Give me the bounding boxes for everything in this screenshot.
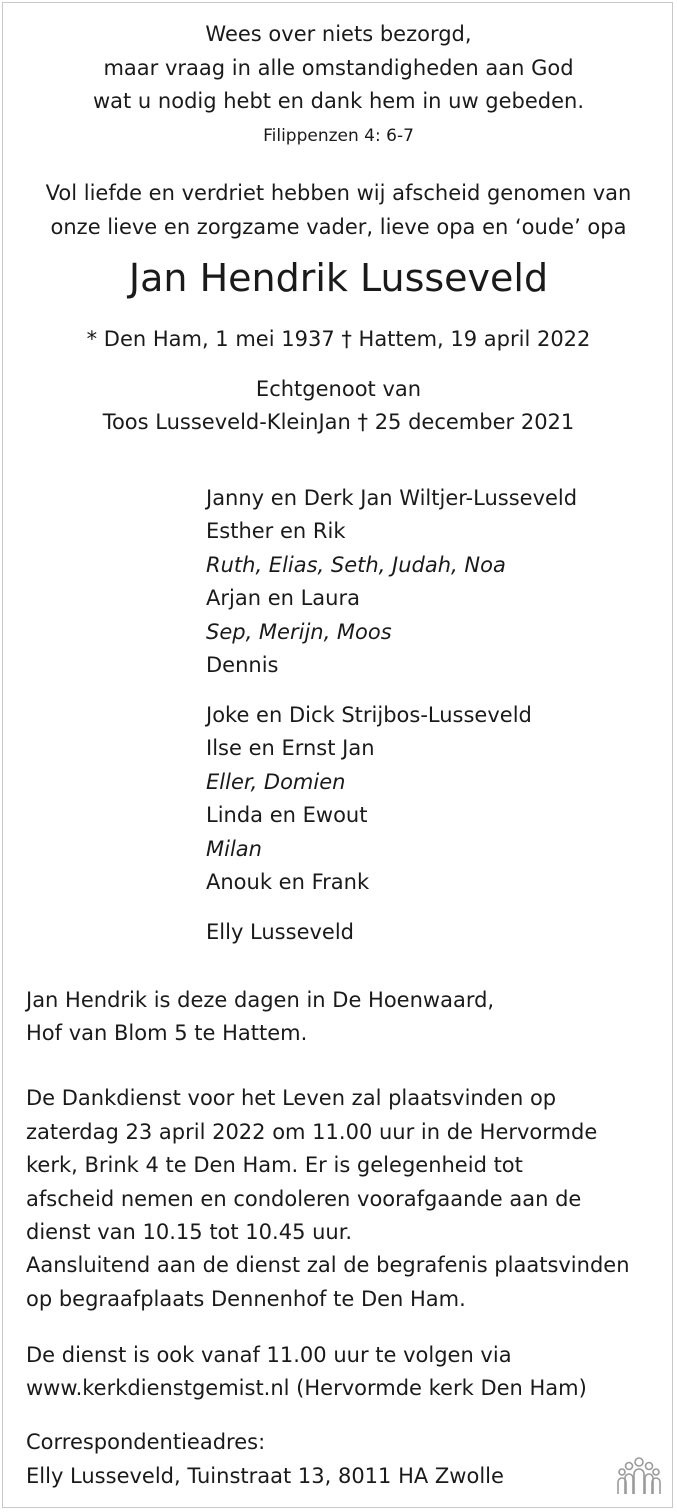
location-line-1: Jan Hendrik is deze dagen in De Hoenwaard, <box>26 988 495 1012</box>
birth-death-dates: * Den Ham, 1 mei 1937 † Hattem, 19 april 2022 <box>86 327 591 351</box>
family-line: Janny en Derk Jan Wiltjer-Lusseveld <box>206 486 578 510</box>
service-line: zaterdag 23 april 2022 om 11.00 uur in de Hervormde <box>26 1120 598 1144</box>
family-line: Dennis <box>206 653 279 677</box>
service-line: afscheid nemen en condoleren voorafgaande aan de <box>26 1187 582 1211</box>
family-line: Linda en Ewout <box>206 803 368 827</box>
family-line: Joke en Dick Strijbos-Lusseveld <box>206 703 532 727</box>
verse-line-1: Wees over niets bezorgd, <box>205 22 472 46</box>
correspondence-address: Elly Lusseveld, Tuinstraat 13, 8011 HA Zwolle <box>26 1464 504 1488</box>
verse-reference: Filippenzen 4: 6-7 <box>263 126 414 146</box>
location-line-2: Hof van Blom 5 te Hattem. <box>26 1021 308 1045</box>
family-line-grandchildren: Eller, Domien <box>206 770 346 794</box>
service-line: Aansluitend aan de dienst zal de begrafenis plaatsvinden <box>26 1253 630 1277</box>
family-line-grandchildren: Sep, Merijn, Moos <box>206 620 392 644</box>
family-line-grandchildren: Ruth, Elias, Seth, Judah, Noa <box>206 553 506 577</box>
people-group-icon <box>616 1456 662 1500</box>
family-line: Esther en Rik <box>206 519 346 543</box>
service-line: kerk, Brink 4 te Den Ham. Er is gelegenheid tot <box>26 1153 523 1177</box>
service-line: De Dankdienst voor het Leven zal plaatsvinden op <box>26 1086 557 1110</box>
family-line-grandchildren: Milan <box>206 837 262 861</box>
verse-line-3: wat u nodig hebt en dank hem in uw gebeden. <box>92 89 585 113</box>
intro-line-1: Vol liefde en verdriet hebben wij afscheid genomen van <box>45 181 632 205</box>
family-line: Anouk en Frank <box>206 870 370 894</box>
family-line: Ilse en Ernst Jan <box>206 736 375 760</box>
service-line: dienst van 10.15 tot 10.45 uur. <box>26 1220 353 1244</box>
correspondence-label: Correspondentieadres: <box>26 1430 266 1454</box>
family-line: Elly Lusseveld <box>206 920 354 944</box>
service-line: op begraafplaats Dennenhof te Den Ham. <box>26 1287 466 1311</box>
stream-line-1: De dienst is ook vanaf 11.00 uur te volgen via <box>26 1343 512 1367</box>
verse-line-2: maar vraag in alle omstandigheden aan God <box>103 56 574 80</box>
deceased-name: Jan Hendrik Lusseveld <box>128 256 549 300</box>
intro-line-2: onze lieve en zorgzame vader, lieve opa en ‘oude’ opa <box>50 215 627 239</box>
stream-link-line: www.kerkdienstgemist.nl (Hervormde kerk Den Ham) <box>26 1376 587 1400</box>
spouse-name: Toos Lusseveld-KleinJan † 25 december 2021 <box>102 410 575 434</box>
spouse-label: Echtgenoot van <box>255 377 422 401</box>
family-line: Arjan en Laura <box>206 586 360 610</box>
